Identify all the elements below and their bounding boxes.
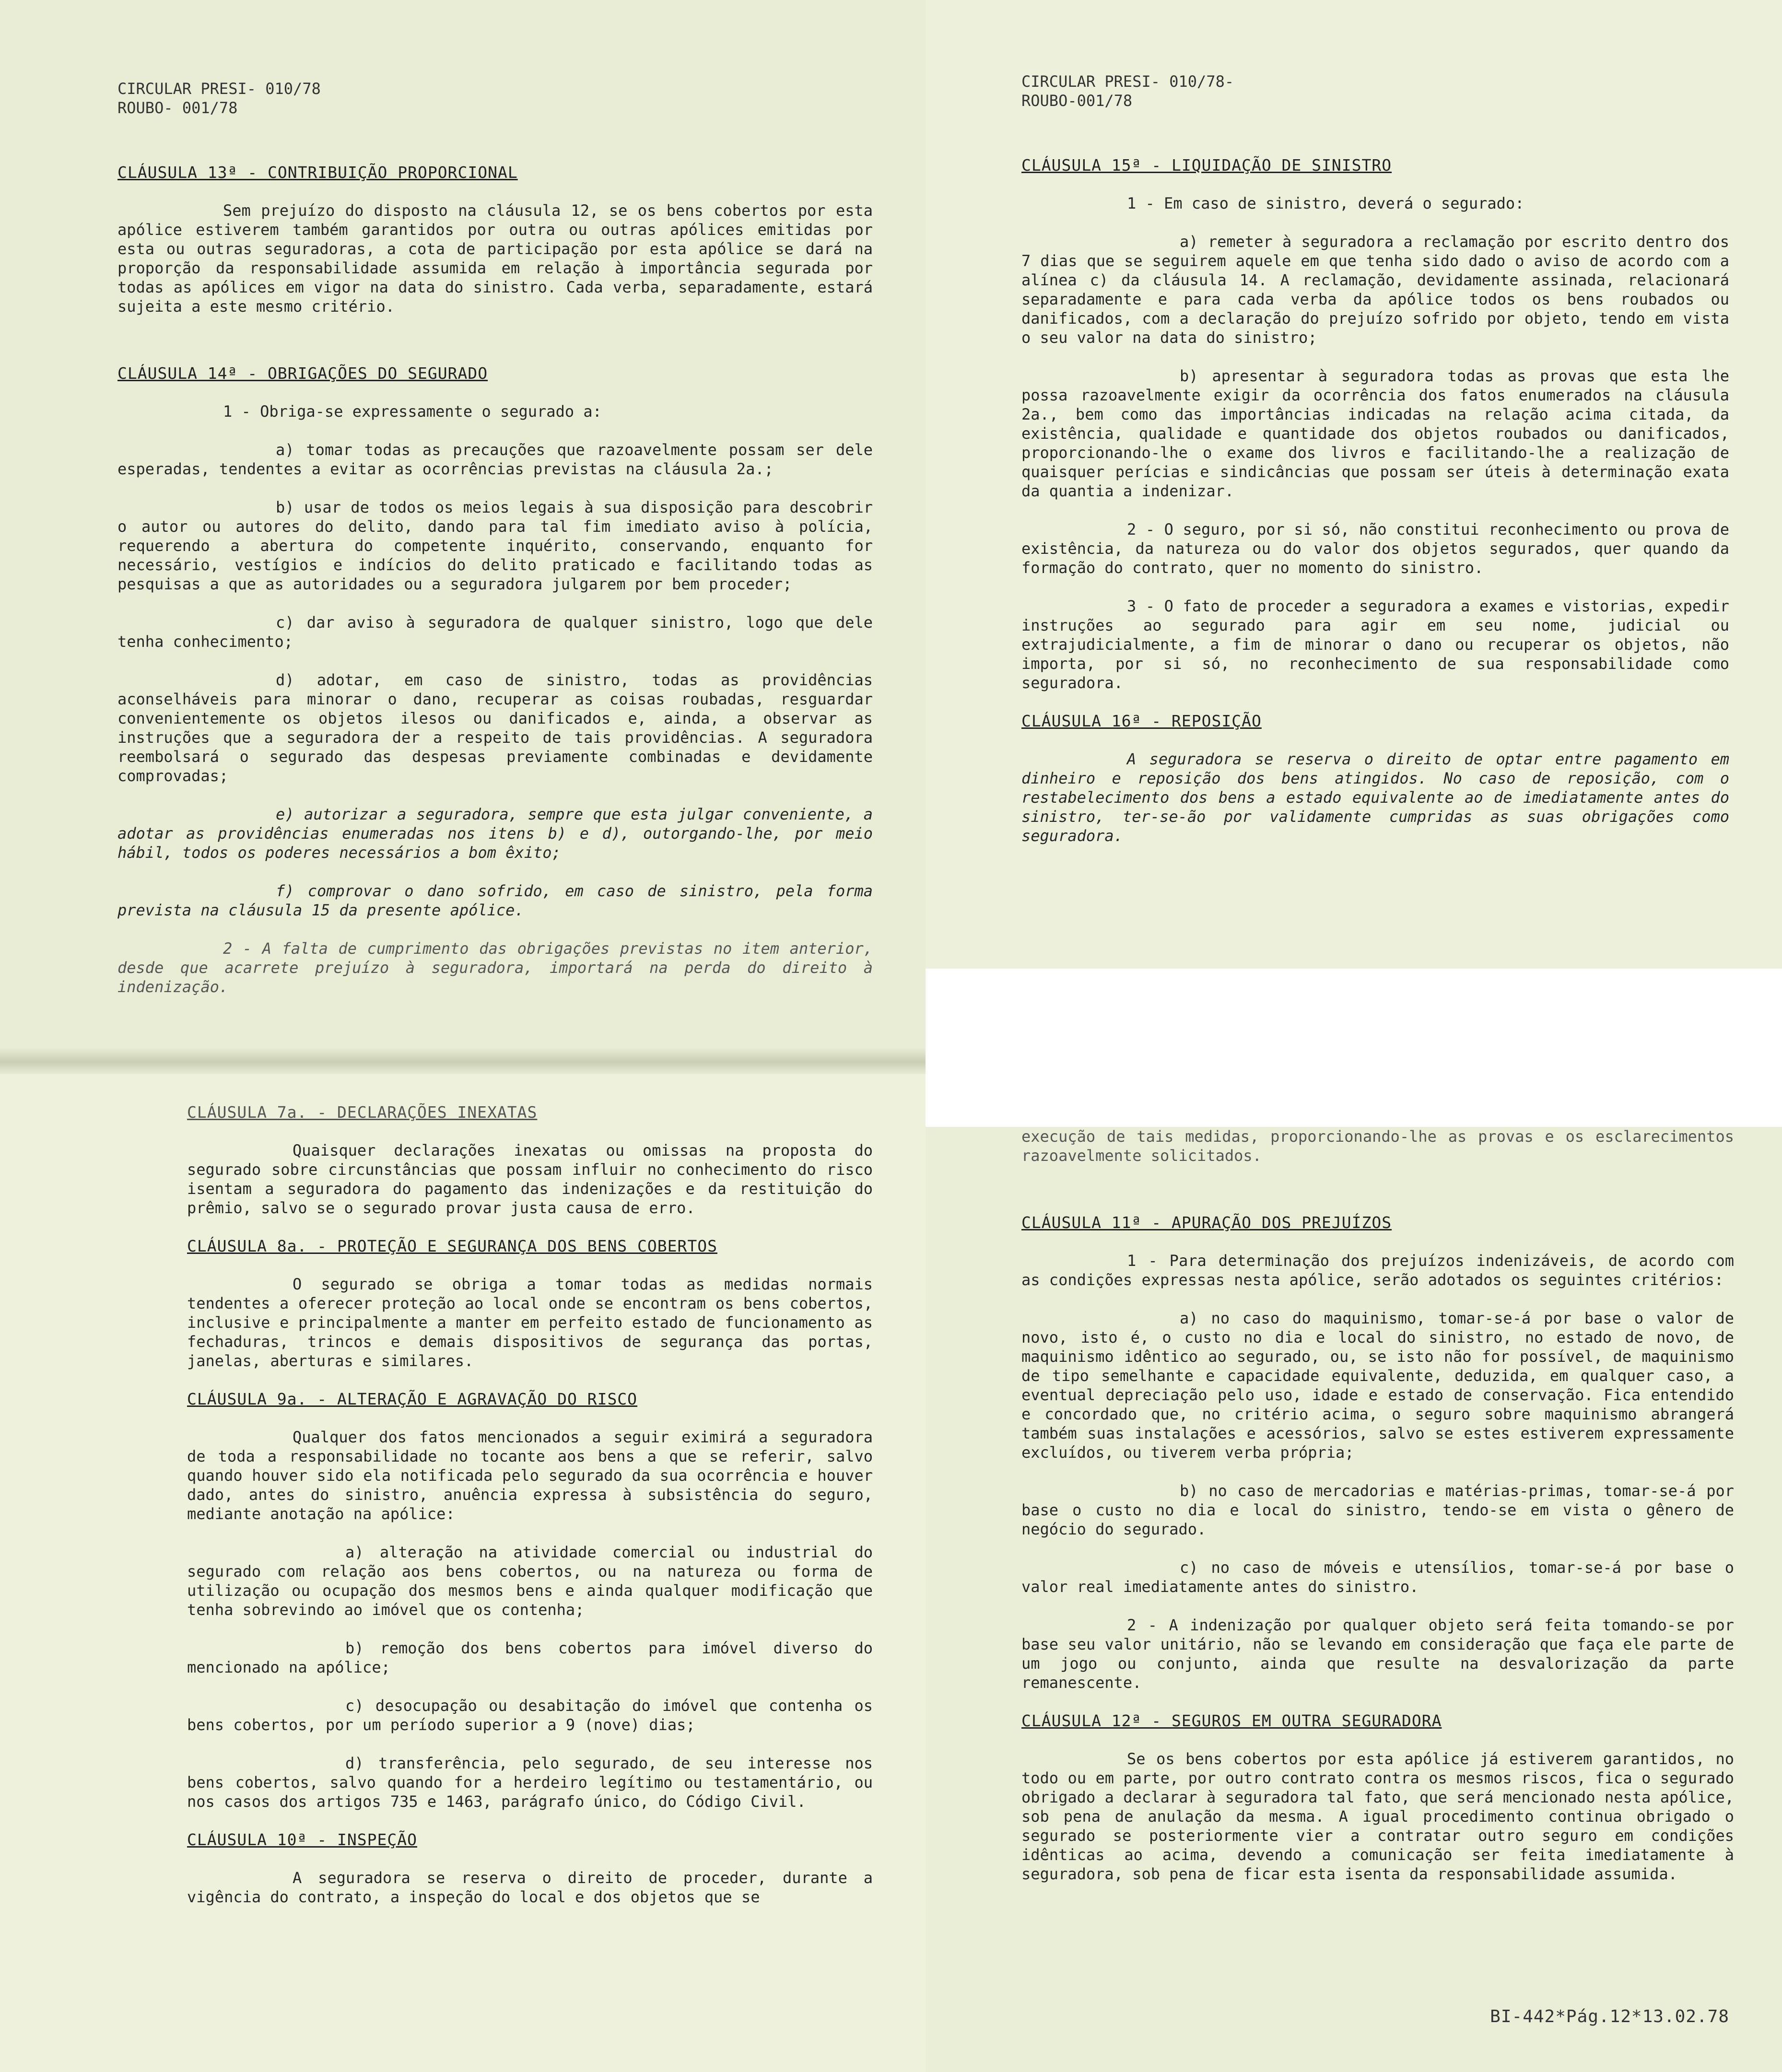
clause-14-item-f: f) comprovar o dano sofrido, em caso de sinistro, pela forma prevista na cláusula 15 da presente apólice. bbox=[117, 882, 873, 919]
clause-13-text: Sem prejuízo do disposto na cláusula 12, se os bens cobertos por esta apólice estiverem também garantidos por outra ou outras apólices emitidas por esta ou outras seguradoras, a cota de participação por esta apólice se dará na proporção da responsabilidade assumida em relação à importância segurada por todas as apólices em vigor na data do sinistro. Cada verba, separadamente, estará sujeita a este mesmo critério. bbox=[117, 201, 873, 316]
clause-9-item-d: d) transferência, pelo segurado, de seu interesse nos bens cobertos, salvo quando for a herdeiro legítimo ou testamentário, ou nos casos dos artigos 735 e 1463, parágrafo único, do Código Civil. bbox=[187, 1754, 873, 1811]
clause-12-title: CLÁUSULA 12ª - SEGUROS EM OUTRA SEGURADORA bbox=[1021, 1711, 1442, 1730]
clause-14-item-c: c) dar aviso à seguradora de qualquer sinistro, logo que dele tenha conhecimento; bbox=[117, 613, 873, 651]
clause-14-item-e: e) autorizar a seguradora, sempre que esta julgar conveniente, a adotar as providências enumeradas nos itens b) e d), outorgando-lhe, por meio hábil, todos os poderes necessários a bom êxito; bbox=[117, 805, 873, 862]
clause-14-item-b: b) usar de todos os meios legais à sua disposição para descobrir o autor ou autores do delito, dando para tal fim imediato aviso à polícia, requerendo a abertura do competente inquérito, conservando, enquanto for necessário, vestígios e indícios do delito praticado e facilitando todas as pesquisas a que as autoridades ou a seguradora julgarem por bem proceder; bbox=[117, 498, 873, 593]
clause-14-title: CLÁUSULA 14ª - OBRIGAÇÕES DO SEGURADO bbox=[117, 364, 488, 383]
clause-9-item-c: c) desocupação ou desabitação do imóvel que contenha os bens cobertos, por um período superior a 9 (nove) dias; bbox=[187, 1697, 873, 1734]
clause-12-text: Se os bens cobertos por esta apólice já estiverem garantidos, no todo ou em parte, por outro contrato contra os mesmos riscos, fica o segurado obrigado a declarar à seguradora tal fato, que será mencionado nesta apólice, sob pena de anulação da mesma. A igual procedimento continua obrigado o segurado se posteriormente vier a contratar outro seguro em condições idênticas ao acima, devendo a comunicação ser feita imediatamente à seguradora, sob pena de ficar esta isenta da responsabilidade assumida. bbox=[1021, 1750, 1734, 1883]
circular-header-left bbox=[117, 79, 873, 117]
clause-15-intro: 1 - Em caso de sinistro, deverá o segurado: bbox=[1127, 194, 1524, 212]
clause-16-text: A seguradora se reserva o direito de optar entre pagamento em dinheiro e reposição dos bens atingidos. No caso de reposição, com o restabelecimento dos bens a estado equivalente ao de imediatamente antes do sinistro, ter-se-ão por validamente cumpridas as suas obrigações como seguradora. bbox=[1021, 750, 1729, 845]
clause-8-title: CLÁUSULA 8a. - PROTEÇÃO E SEGURANÇA DOS BENS COBERTOS bbox=[187, 1237, 717, 1255]
clause-13-title: CLÁUSULA 13ª - CONTRIBUIÇÃO PROPORCIONAL bbox=[117, 163, 518, 182]
clause-7-title: CLÁUSULA 7a. - DECLARAÇÕES INEXATAS bbox=[187, 1103, 538, 1122]
clause-11-item-2: 2 - A indenização por qualquer objeto será feita tomando-se por base seu valor unitário, não se levando em consideração que faça ele parte de um jogo ou conjunto, ainda que resulte na desvalorização da parte remanescente. bbox=[1021, 1616, 1734, 1692]
page-quadrant-top-left bbox=[0, 0, 926, 1074]
header-line-1: CIRCULAR PRESI- 010/78 bbox=[117, 80, 321, 98]
clause-11-intro: 1 - Para determinação dos prejuízos indenizáveis, de acordo com as condições expressas nesta apólice, serão adotados os seguintes critérios: bbox=[1021, 1252, 1734, 1289]
clause-14-intro: 1 - Obriga-se expressamente o segurado a: bbox=[223, 402, 602, 421]
clause-11-item-a: a) no caso do maquinismo, tomar-se-á por base o valor de novo, isto é, o custo no dia e local do sinistro, no estado de novo, de maquinismo idêntico ao segurado, ou, se isto não for possível, de maquinismo de tipo semelhante e capacidade equivalente, deduzida, em qualquer caso, a eventual depreciação pelo uso, idade e estado de conservação. Fica entendido e concordado que, no critério acima, o seguro sobre maquinismo abrangerá também suas instalações e acessórios, salvo se estes estiverem expressamente excluídos, ou tiverem verba própria; bbox=[1021, 1309, 1734, 1462]
header-line-2: ROUBO-001/78 bbox=[1021, 92, 1133, 110]
clause-8-text: O segurado se obriga a tomar todas as medidas normais tendentes a oferecer proteção ao local onde se encontram os bens cobertos, inclusive e principalmente a manter em perfeito estado de funcionamento as fechaduras, trincos e demais dispositivos de segurança das portas, janelas, aberturas e similares. bbox=[187, 1275, 873, 1370]
page-quadrant-top-right bbox=[926, 0, 1782, 969]
clause-15-item-2: 2 - O seguro, por si só, não constitui reconhecimento ou prova de existência, da natureza ou do valor dos objetos segurados, quer quando da formação do contrato, quer no momento do sinistro. bbox=[1021, 520, 1729, 577]
page-quadrant-bottom-left bbox=[0, 1074, 926, 2072]
clause-11-item-b: b) no caso de mercadorias e matérias-primas, tomar-se-á por base o custo no dia e local do sinistro, tendo-se em vista o gênero de negócio do segurado. bbox=[1021, 1482, 1734, 1538]
clause-14-item-2: 2 - A falta de cumprimento das obrigações previstas no item anterior, desde que acarrete prejuízo à seguradora, importará na perda do direito à indenização. bbox=[117, 939, 873, 996]
clause-7-text: Quaisquer declarações inexatas ou omissas na proposta do segurado sobre circunstâncias que possam influir no conhecimento do risco isentam a seguradora do pagamento das indenizações e da restituição do prêmio, salvo se o segurado provar justa causa de erro. bbox=[187, 1141, 873, 1217]
clause-10-text: A seguradora se reserva o direito de proceder, durante a vigência do contrato, a inspeção do local e dos objetos que se bbox=[187, 1869, 873, 1906]
clause-14-item-a: a) tomar todas as precauções que razoavelmente possam ser dele esperadas, tendentes a evitar as ocorrências previstas na cláusula 2a.; bbox=[117, 441, 873, 478]
header-line-2: ROUBO- 001/78 bbox=[117, 99, 238, 117]
page-quadrant-bottom-right bbox=[926, 1127, 1782, 2072]
page-fold-shadow bbox=[0, 1048, 926, 1077]
clause-9-item-b: b) remoção dos bens cobertos para imóvel diverso do mencionado na apólice; bbox=[187, 1639, 873, 1676]
clause-11-item-c: c) no caso de móveis e utensílios, tomar-se-á por base o valor real imediatamente antes do sinistro. bbox=[1021, 1558, 1734, 1596]
clause-14-item-d: d) adotar, em caso de sinistro, todas as providências aconselháveis para minorar o dano, recuperar as coisas roubadas, resguardar convenientemente os objetos ilesos ou danificados e, ainda, a observar as instruções que a seguradora der a respeito de tais providências. A seguradora reembolsará o segurado das despesas previamente combinadas e devidamente comprovadas; bbox=[117, 671, 873, 785]
clause-15-title: CLÁUSULA 15ª - LIQUIDAÇÃO DE SINISTRO bbox=[1021, 156, 1392, 175]
clause-9-item-a: a) alteração na atividade comercial ou industrial do segurado com relação aos bens cobertos, ou na natureza ou forma de utilização ou ocupação dos mesmos bens e ainda qualquer modificação que tenha sobrevindo ao imóvel que os contenha; bbox=[187, 1543, 873, 1619]
clause-16-title: CLÁUSULA 16ª - REPOSIÇÃO bbox=[1021, 712, 1262, 730]
clause-15-item-3: 3 - O fato de proceder a seguradora a exames e vistorias, expedir instruções ao segurado para agir em seu nome, judicial ou extrajudicialmente, a fim de minorar o dano ou recuperar os objetos, não importa, por si só, no reconhecimento de sua responsabilidade como seguradora. bbox=[1021, 597, 1729, 692]
clause-15-item-a: a) remeter à seguradora a reclamação por escrito dentro dos 7 dias que se seguirem aquele em que tenha sido dado o aviso de acordo com a alínea c) da cláusula 14. A reclamação, devidamente assinada, relacionará separadamente e para cada verba da apólice todos os bens roubados ou danificados, com a declaração do prejuízo sofrido por objeto, tendo em vista o seu valor na data do sinistro; bbox=[1021, 233, 1729, 347]
blank-area bbox=[926, 969, 1782, 1127]
header-line-1: CIRCULAR PRESI- 010/78- bbox=[1021, 72, 1234, 91]
clause-15-item-b: b) apresentar à seguradora todas as provas que esta lhe possa razoavelmente exigir da ocorrência dos fatos enumerados na cláusula 2a., bem como das importâncias indicadas na relação acima citada, da existência, qualidade e quantidade dos objetos roubados ou danificados, proporcionando-lhe o exame dos livros e facilitando-lhe a realização de quaisquer perícias e sindicâncias que possam ser úteis à determinação exata da quantia a indenizar. bbox=[1021, 367, 1729, 500]
clause-9-text: Qualquer dos fatos mencionados a seguir eximirá a seguradora de toda a responsabilidade no tocante aos bens a que se referir, salvo quando houver sido ela notificada pelo segurado da sua ocorrência e houver dado, antes do sinistro, anuência expressa à subsistência do seguro, mediante anotação na apólice: bbox=[187, 1428, 873, 1523]
clause-9-title: CLÁUSULA 9a. - ALTERAÇÃO E AGRAVAÇÃO DO RISCO bbox=[187, 1390, 638, 1408]
page-identifier: BI-442*Pág.12*13.02.78 bbox=[1490, 2007, 1729, 2026]
carry-over-text: execução de tais medidas, proporcionando-lhe as provas e os esclarecimentos razoavelmente solicitados. bbox=[1021, 1127, 1734, 1165]
circular-header-right bbox=[1021, 72, 1729, 110]
clause-11-title: CLÁUSULA 11ª - APURAÇÃO DOS PREJUÍZOS bbox=[1021, 1213, 1392, 1232]
clause-10-title: CLÁUSULA 10ª - INSPEÇÃO bbox=[187, 1830, 417, 1849]
